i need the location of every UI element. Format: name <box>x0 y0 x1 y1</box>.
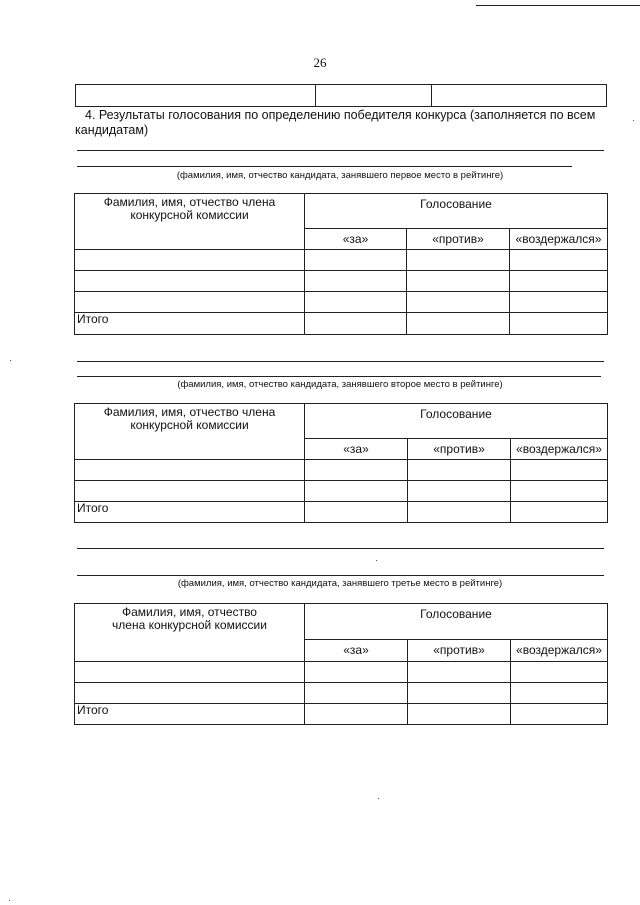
member-header: Фамилия, имя, отчество члена конкурсной комиссии <box>75 404 305 460</box>
col-abstain-header: «воздержался» <box>511 439 608 460</box>
table-cell <box>316 85 432 107</box>
member-header: Фамилия, имя, отчество члена конкурсной комиссии <box>75 604 305 662</box>
candidate-name-line <box>77 361 604 362</box>
candidate-caption: (фамилия, имя, отчество кандидата, занявшего второе место в рейтинге) <box>177 379 503 390</box>
member-header: Фамилия, имя, отчество члена конкурсной комиссии <box>75 194 305 250</box>
col-for-header: «за» <box>305 640 408 662</box>
scan-speck <box>9 900 10 901</box>
voting-header: Голосование <box>305 194 608 229</box>
table-row <box>75 460 608 481</box>
candidate-caption: (фамилия, имя, отчество кандидата, занявшего третье место в рейтинге) <box>177 578 503 589</box>
voting-header: Голосование <box>305 404 608 439</box>
total-row <box>75 704 608 725</box>
table-row <box>75 292 608 313</box>
col-abstain-header: «воздержался» <box>511 640 608 662</box>
scan-speck <box>10 360 11 361</box>
page-number: 26 <box>313 55 327 70</box>
voting-table-first-place <box>74 193 608 335</box>
scan-speck <box>378 798 379 799</box>
top-edge-line <box>476 5 640 6</box>
col-against-header: «против» <box>408 640 511 662</box>
candidate-name-line <box>77 150 604 151</box>
candidate-name-line <box>77 548 604 549</box>
table-row <box>75 250 608 271</box>
table-cell <box>432 85 607 107</box>
candidate-name-line <box>77 575 604 576</box>
table-row <box>75 662 608 683</box>
table-row <box>75 481 608 502</box>
total-label: Итого <box>75 313 305 335</box>
candidate-name-line <box>77 166 572 167</box>
voting-header: Голосование <box>305 604 608 640</box>
col-against-header: «против» <box>407 229 510 250</box>
table-cell <box>76 85 316 107</box>
col-for-header: «за» <box>305 229 407 250</box>
section-title: 4. Результаты голосования по определению победителя конкурса (заполняется по всем кандидатам) <box>75 108 596 137</box>
table-row <box>75 271 608 292</box>
scan-speck <box>376 560 377 561</box>
total-row <box>75 502 608 523</box>
total-row <box>75 313 608 335</box>
total-label: Итого <box>75 502 305 523</box>
candidate-name-line <box>77 376 601 377</box>
previous-table-tail <box>75 84 607 107</box>
col-against-header: «против» <box>408 439 511 460</box>
scan-speck <box>633 120 634 121</box>
table-row <box>75 683 608 704</box>
col-abstain-header: «воздержался» <box>510 229 608 250</box>
voting-table-third-place <box>74 603 608 725</box>
total-label: Итого <box>75 704 305 725</box>
candidate-caption: (фамилия, имя, отчество кандидата, занявшего первое место в рейтинге) <box>176 170 504 181</box>
col-for-header: «за» <box>305 439 408 460</box>
voting-table-second-place <box>74 403 608 523</box>
